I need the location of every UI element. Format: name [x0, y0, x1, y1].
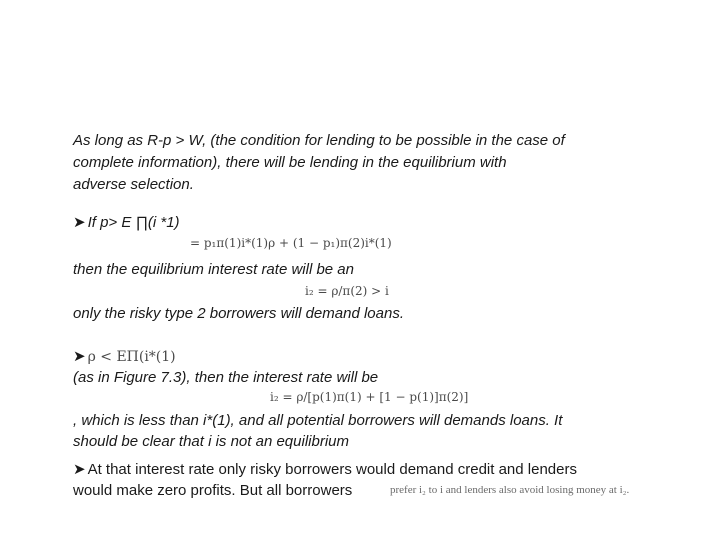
paragraph-line-3: adverse selection. — [73, 176, 194, 193]
line-then: then the equilibrium interest rate will be an — [73, 261, 354, 278]
bullet-3-line-1: At that interest rate only risky borrowers would demand credit and lenders — [87, 461, 577, 478]
line-risky-borrowers: only the risky type 2 borrowers will demand loans. — [73, 305, 404, 322]
bullet-3-line-2: would make zero profits. But all borrowers — [73, 482, 353, 499]
arrow-bullet-icon: ➤ — [73, 214, 86, 231]
text-snippet-image: prefer i₂ to i and lenders also avoid losing money at i₂. — [390, 484, 630, 496]
equation-interest-rate-3: i₂ = ρ/[p(1)π(1) + [1 − p(1)]π(2)] — [270, 390, 469, 404]
bullet-1 — [73, 212, 180, 233]
line-figure: (as in Figure 7.3), then the interest rate will be — [73, 369, 379, 386]
line-less-than-1: , which is less than i*(1), and all potential borrowers will demands loans. It — [73, 412, 563, 429]
arrow-bullet-icon: ➤ — [73, 348, 86, 365]
bullet-2 — [73, 346, 176, 368]
arrow-bullet-icon: ➤ — [73, 461, 86, 478]
bullet-1-text: If p> E ∏(i *1) — [87, 214, 180, 231]
equation-rho-condition: ρ < EΠ(i*(1) — [87, 349, 176, 365]
line-less-than-2: should be clear that i is not an equilibrium — [73, 433, 349, 450]
equation-interest-rate-2: i₂ = ρ/π(2) > i — [305, 284, 389, 298]
paragraph-line-1: As long as R-p > W, (the condition for lending to be possible in the case of — [73, 132, 565, 149]
paragraph-line-2: complete information), there will be lending in the equilibrium with — [73, 154, 507, 171]
equation-expected-profit: = p₁π(1)i*(1)ρ + (1 − p₁)π(2)i*(1) — [190, 236, 392, 250]
bullet-3 — [73, 459, 577, 480]
